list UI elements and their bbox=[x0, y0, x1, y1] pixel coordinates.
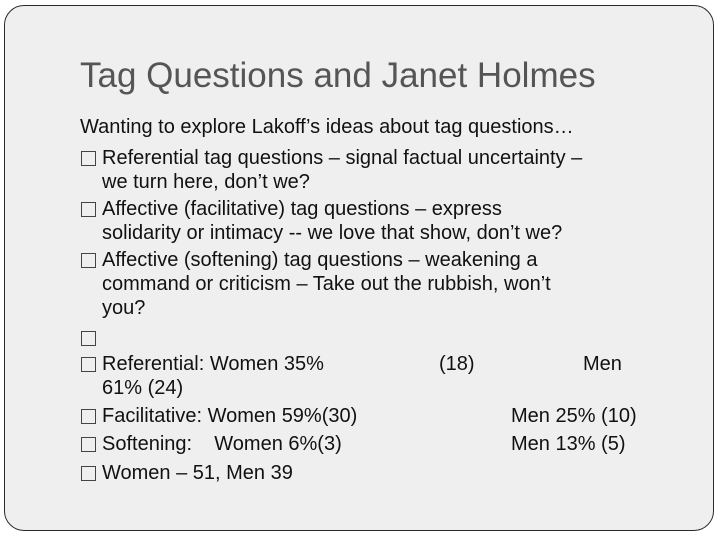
bullet-softening-line-1: Affective (softening) tag questions – weakening a bbox=[102, 249, 538, 271]
stat-softening-women: Softening: Women 6%(3) bbox=[102, 433, 342, 455]
bullet-referential-line-1: Referential tag questions – signal factual uncertainty – bbox=[102, 147, 583, 169]
stat-totals: Women – 51, Men 39 bbox=[102, 462, 293, 484]
bullet-facilitative-line-1: Affective (facilitative) tag questions – express bbox=[102, 198, 502, 220]
stat-facilitative-men: Men 25% (10) bbox=[511, 405, 637, 427]
bullet-box-icon bbox=[81, 253, 96, 268]
bullet-softening-line-3: you? bbox=[102, 297, 146, 319]
stat-referential-men-value: 61% (24) bbox=[102, 377, 184, 399]
stat-referential-men-label: Men bbox=[583, 353, 622, 375]
bullet-softening-line-2: command or criticism – Take out the rubbish, won’t bbox=[102, 273, 551, 295]
bullet-box-icon bbox=[81, 437, 96, 452]
stat-facilitative-women: Facilitative: Women 59%(30) bbox=[102, 405, 358, 427]
bullet-box-icon bbox=[81, 357, 96, 372]
slide-title: Tag Questions and Janet Holmes bbox=[80, 56, 596, 95]
bullet-facilitative-line-2: solidarity or intimacy -- we love that show, don’t we? bbox=[102, 222, 563, 244]
bullet-box-icon bbox=[81, 151, 96, 166]
stat-softening-men: Men 13% (5) bbox=[511, 433, 626, 455]
bullet-referential-line-2: we turn here, don’t we? bbox=[102, 171, 310, 193]
stat-referential-count: (18) bbox=[439, 353, 475, 375]
intro-text: Wanting to explore Lakoff’s ideas about tag questions… bbox=[80, 116, 574, 138]
stat-referential-women: Referential: Women 35% bbox=[102, 353, 324, 375]
bullet-box-icon bbox=[81, 331, 96, 346]
bullet-box-icon bbox=[81, 409, 96, 424]
bullet-box-icon bbox=[81, 202, 96, 217]
bullet-box-icon bbox=[81, 466, 96, 481]
